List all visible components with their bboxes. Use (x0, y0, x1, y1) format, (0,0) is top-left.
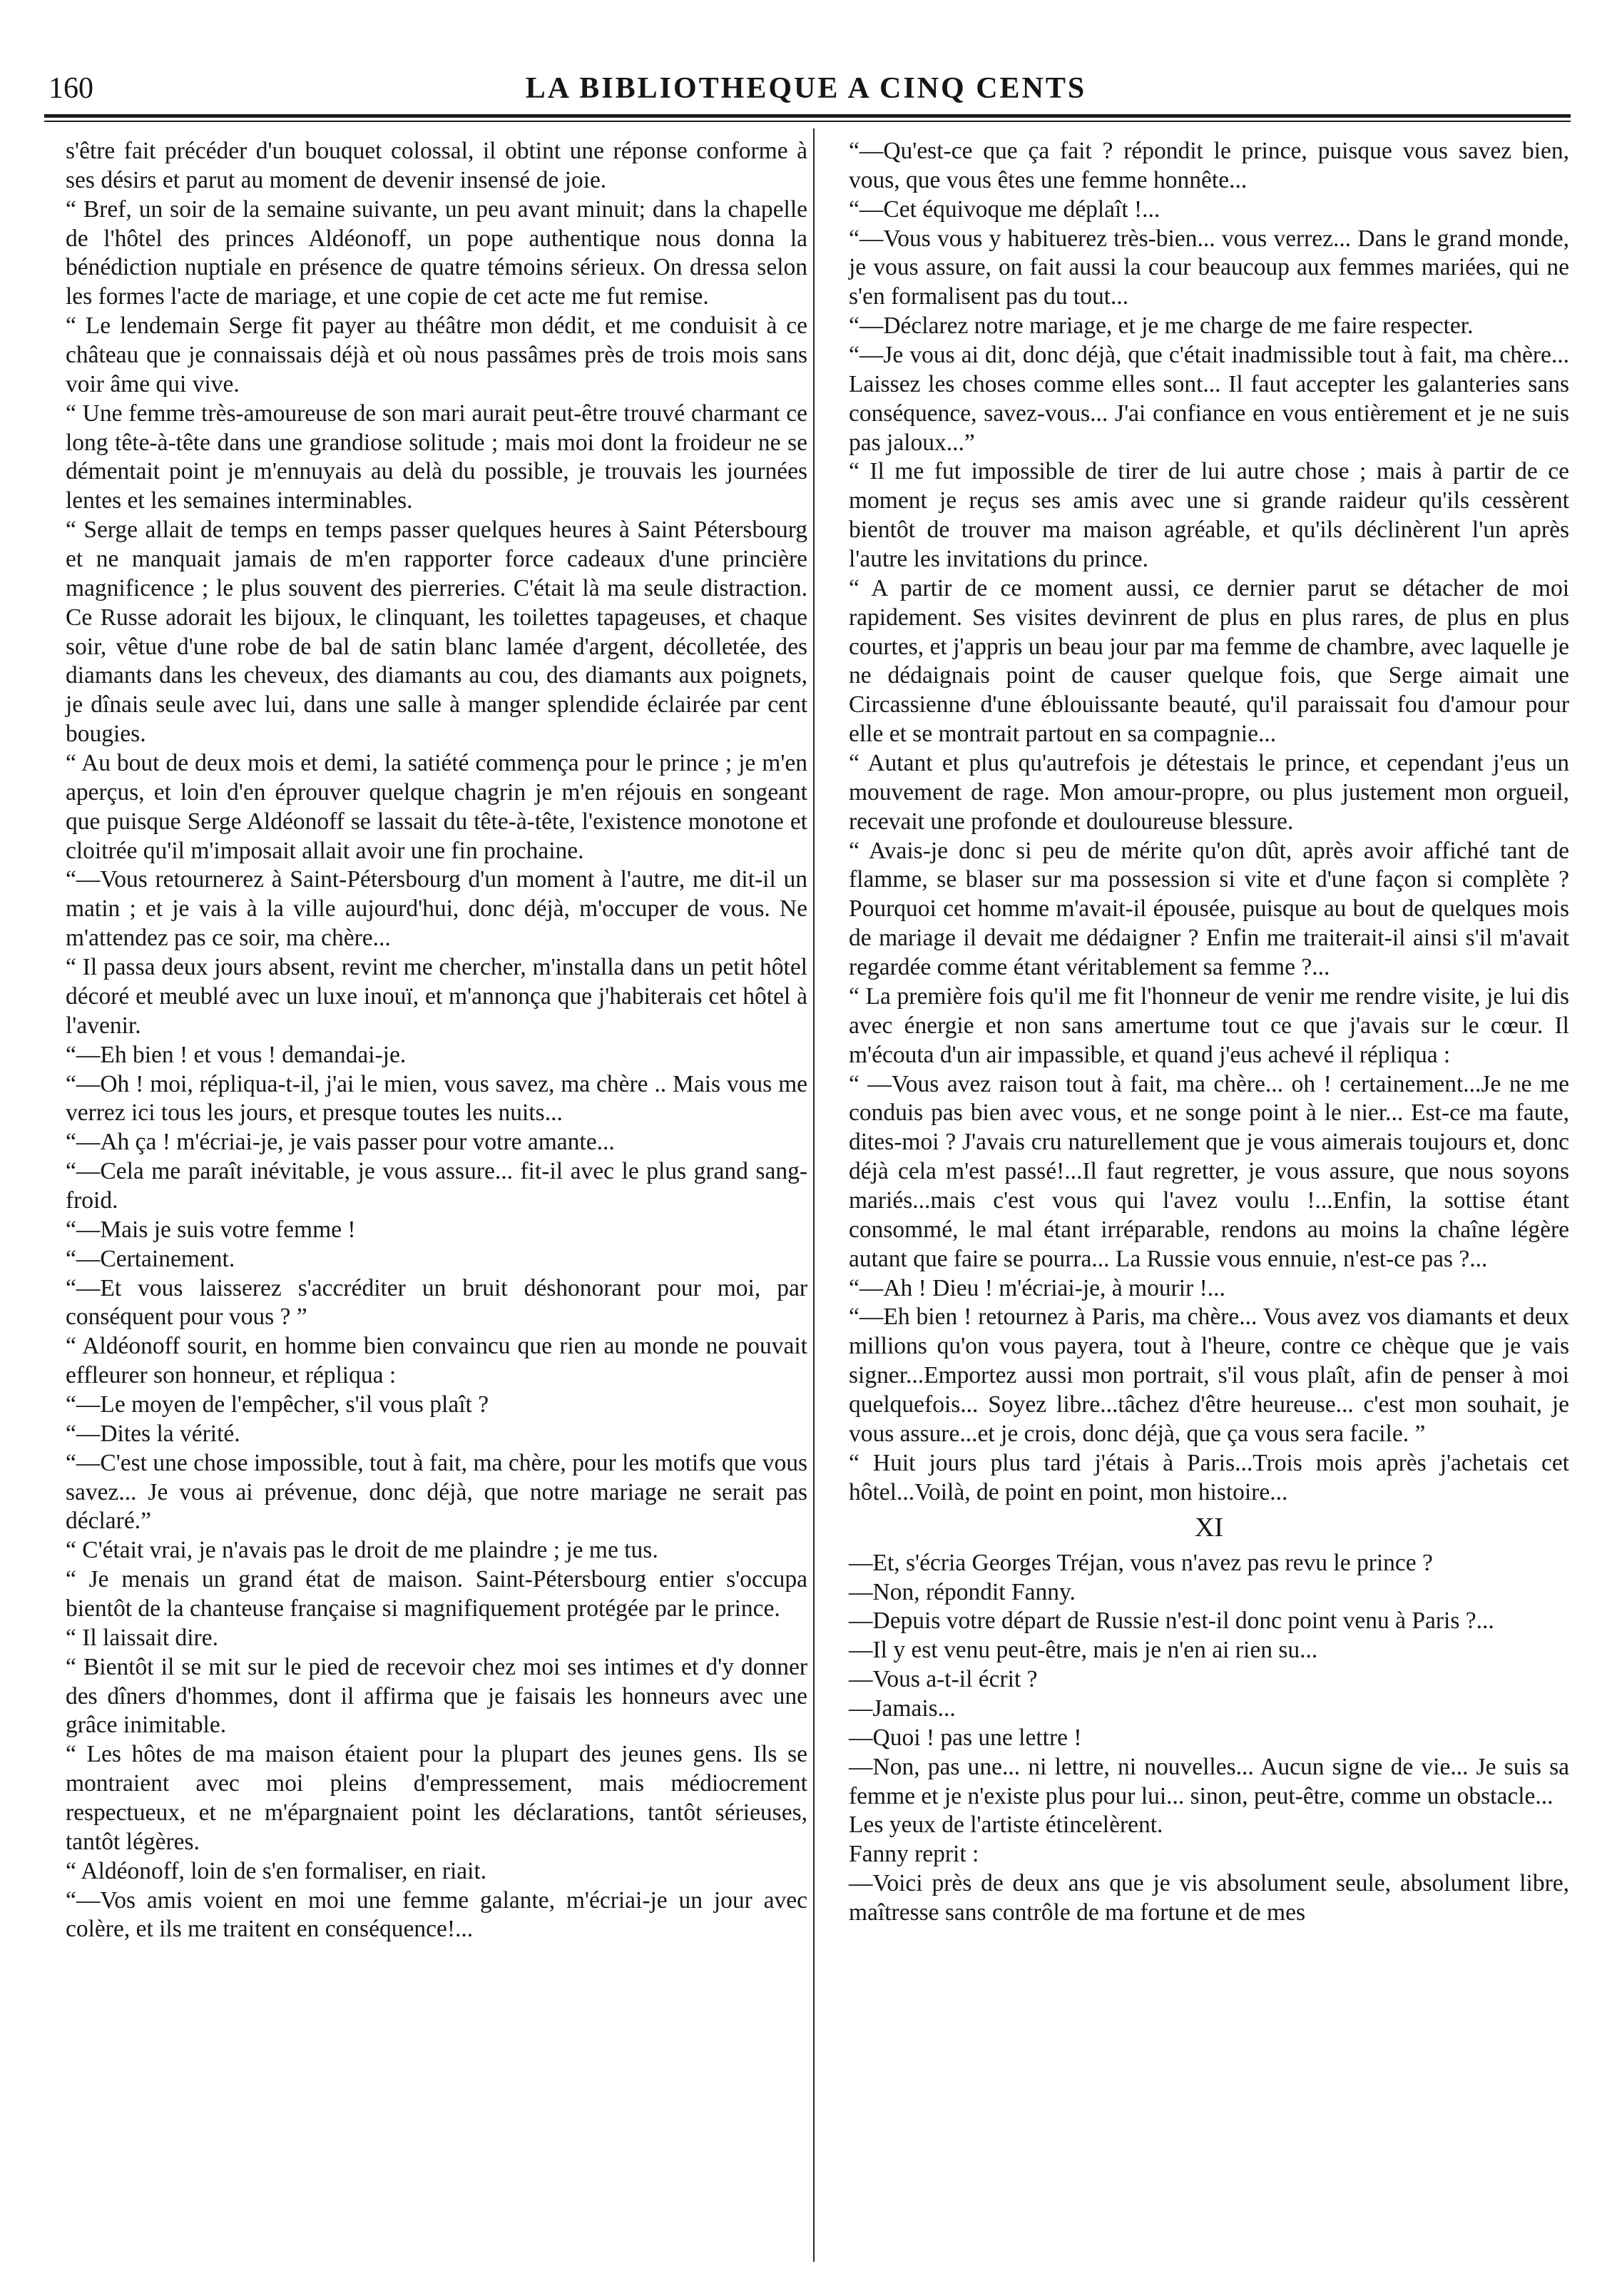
paragraph: —Voici près de deux ans que je vis absolument seule, absolument libre, maîtresse sans contrôle de ma fortune et de mes (849, 1870, 1569, 1926)
paragraph: “ Autant et plus qu'autrefois je détestais le prince, et cependant j'eus un mouvement de rage. Mon amour-propre, ou plus justement mon orgueil, recevait une profonde et douloureuse blessure. (849, 750, 1569, 835)
paragraph: “ A partir de ce moment aussi, ce dernier parut se détacher de moi rapidement. Ses visites devinrent de plus en plus rares, de plus en plus courtes, et j'appris un beau jour par ma femme de chambre, avec laquelle je ne dédaignais point de causer quelque fois, que Serge aimait une Circassienne d'une éblouissante beauté, qu'il paraissait fou d'amour pour elle et se montrait partout en sa compagnie... (849, 574, 1569, 748)
paragraph: “ Les hôtes de ma maison étaient pour la plupart des jeunes gens. Ils se montraient avec moi pleins d'empressement, mais médiocrement respectueux, et ne m'épargnaient point les déclarations, tantôt sérieuses, tantôt légères. (66, 1741, 807, 1855)
running-title: LA BIBLIOTHEQUE A CINQ CENTS (525, 72, 1087, 105)
paragraph: “—Cet équivoque me déplaît !... (849, 195, 1160, 223)
paragraph: “ Le lendemain Serge fit payer au théâtre mon dédit, et me conduisit à ce château que je connaissais déjà et où nous passâmes près de trois mois sans voir âme qui vive. (66, 313, 807, 397)
paragraph: “ Avais-je donc si peu de mérite qu'on dût, après avoir affiché tant de flamme, se blaser sur ma possession si vite et d'une façon si complète ? Pourquoi cet homme m'avait-il épousée, puisque au bout de quelques mois de mariage il devait me dédaigner ? Enfin me traiterait-il ainsi s'il m'avait regardée comme étant véritablement sa femme ?... (849, 837, 1569, 981)
paragraph: “—C'est une chose impossible, tout à fait, ma chère, pour les motifs que vous savez... Je vous ai prévenue, donc déjà, que notre mariage ne serait pas déclaré.” (66, 1449, 807, 1535)
paragraph: “ La première fois qu'il me fit l'honneur de venir me rendre visite, je lui dis avec énergie et non sans amertume tout ce que j'avais sur le cœur. Il m'écouta d'un air impassible, et quand j'eus achevé il répliqua : (849, 982, 1569, 1068)
paragraph: “—Certainement. (66, 1245, 235, 1272)
paragraph: “ Il me fut impossible de tirer de lui autre chose ; mais à partir de ce moment je reçus ses amis avec une si grande raideur qu'ils cessèrent bientôt de trouver ma maison agréable, et qu'ils déclinèrent l'un après l'autre les invitations du prince. (849, 458, 1569, 573)
paragraph: “ Au bout de deux mois et demi, la satiété commença pour le prince ; je m'en aperçus, et loin d'en éprouver quelque chagrin je m'en réjouis en songeant que puisque Serge Aldéonoff se lassait du tête-à-tête, l'existence monotone et cloitrée qu'il m'imposait allait avoir une fin prochaine. (66, 750, 807, 864)
paragraph: “—Eh bien ! et vous ! demandai-je. (66, 1041, 407, 1068)
page-number: 160 (49, 72, 93, 105)
paragraph: “—Mais je suis votre femme ! (66, 1216, 356, 1243)
paragraph: “—Qu'est-ce que ça fait ? répondit le prince, puisque vous savez bien, vous, que vous êtes une femme honnête... (849, 138, 1569, 193)
paragraph: “—Vous retournerez à Saint-Pétersbourg d'un moment à l'autre, me dit-il un matin ; et je vais à la ville aujourd'hui, donc déjà, m'occuper de vous. Ne m'attendez pas ce soir, ma chère... (66, 866, 807, 952)
paragraph: “—Eh bien ! retournez à Paris, ma chère... Vous avez vos diamants et deux millions qu'on vous payera, tout à l'heure, contre ce chèque que je vais signer...Emportez aussi mon portrait, s'il vous plaît, afin de penser à moi quelquefois... Soyez libre...tâchez d'être heureuse... c'est mon souhait, je vous assure...et je crois, donc déjà, que ça vous sera facile. ” (849, 1304, 1569, 1447)
chapter-heading: XI (1194, 1513, 1224, 1543)
paragraph: “ Il laissait dire. (66, 1624, 218, 1651)
left-column (66, 137, 807, 1944)
paragraph: “—Déclarez notre mariage, et je me charge de me faire respecter. (849, 313, 1474, 340)
paragraph: “ Bref, un soir de la semaine suivante, un peu avant minuit; dans la chapelle de l'hôtel des princes Aldéonoff, un pope authentique nous donna la bénédiction nuptiale en présence de quatre témoins sérieux. On dressa selon les formes l'acte de mariage, et une copie de cet acte me fut remise. (66, 195, 807, 310)
paragraph: “—Le moyen de l'empêcher, s'il vous plaît ? (66, 1391, 489, 1418)
paragraph: —Depuis votre départ de Russie n'est-il donc point venu à Paris ?... (849, 1607, 1494, 1635)
paragraph: “ Huit jours plus tard j'étais à Paris...Trois mois après j'achetais cet hôtel...Voilà, de point en point, mon histoire... (849, 1449, 1569, 1505)
paragraph: “ Aldéonoff, loin de s'en formaliser, en riait. (66, 1857, 487, 1884)
paragraph: “—Ah ! Dieu ! m'écriai-je, à mourir !... (849, 1274, 1225, 1301)
paragraph: —Et, s'écria Georges Tréjan, vous n'avez pas revu le prince ? (849, 1549, 1433, 1576)
paragraph: “—Ah ça ! m'écriai-je, je vais passer pour votre amante... (66, 1129, 615, 1156)
paragraph: s'être fait précéder d'un bouquet colossal, il obtint une réponse conforme à ses désirs et parut au moment de devenir insensé de joie. (66, 138, 807, 193)
paragraph: “—Cela me paraît inévitable, je vous assure... fit-il avec le plus grand sang-froid. (66, 1158, 807, 1214)
paragraph: “—Je vous ai dit, donc déjà, que c'était inadmissible tout à fait, ma chère... Laissez les choses comme elles sont... Il faut accepter les galanteries sans conséquence, savez-vous... J'ai confiance en vous entièrement et je ne suis pas jaloux...” (849, 342, 1569, 456)
paragraph: “ C'était vrai, je n'avais pas le droit de me plaindre ; je me tus. (66, 1537, 658, 1564)
paragraph: “—Vous vous y habituerez très-bien... vous verrez... Dans le grand monde, je vous assure, on fait aussi la cour beaucoup aux femmes mariées, qui ne s'en formalisent pas du tout... (849, 225, 1569, 310)
running-header (43, 68, 1569, 118)
paragraph: “ Serge allait de temps en temps passer quelques heures à Saint Pétersbourg et ne manquait jamais de m'en rapporter force cadeaux d'une princière magnificence ; le plus souvent des pierreries. C'était là ma seule distraction. Ce Russe adorait les bijoux, le clinquant, les toilettes tapageuses, et chaque soir, vêtue d'une robe de bal de satin blanc lamée d'argent, décolletée, des diamants dans les cheveux, des diamants au cou, des diamants aux poignets, je dînais seule avec lui, dans une salle à manger splendide éclairée par cent bougies. (66, 517, 807, 748)
paragraph: “—Oh ! moi, répliqua-t-il, j'ai le mien, vous savez, ma chère .. Mais vous me verrez ici tous les jours, et presque toutes les nuits... (66, 1070, 807, 1127)
right-column (849, 137, 1569, 1928)
paragraph: Fanny reprit : (849, 1841, 979, 1868)
column-divider (813, 128, 815, 2262)
paragraph: —Il y est venu peut-être, mais je n'en ai rien su... (849, 1637, 1318, 1664)
paragraph: “—Et vous laisserez s'accréditer un bruit déshonorant pour moi, par conséquent pour vous ? ” (66, 1274, 807, 1331)
paragraph: “ Une femme très-amoureuse de son mari aurait peut-être trouvé charmant ce long tête-à-tête dans une grandiose solitude ; mais moi dont la froideur ne se démentait point je m'ennuyais au delà du possible, je trouvais les journées lentes et les semaines interminables. (66, 400, 807, 514)
paragraph: “—Vos amis voient en moi une femme galante, m'écriai-je un jour avec colère, et ils me traitent en conséquence!... (66, 1886, 807, 1943)
header-rule-thin (44, 121, 1571, 122)
right-column-section-b (849, 1549, 1569, 1928)
paragraph: —Vous a-t-il écrit ? (849, 1666, 1038, 1693)
paragraph: “ Bientôt il se mit sur le pied de recevoir chez moi ses intimes et d'y donner des dîners d'hommes, dont il affirma que je faisais les honneurs avec une grâce inimitable. (66, 1653, 807, 1739)
paragraph: “—Dites la vérité. (66, 1420, 240, 1447)
paragraph: —Jamais... (849, 1695, 956, 1722)
paragraph: “ Aldéonoff sourit, en homme bien convaincu que rien au monde ne pouvait effleurer son honneur, et répliqua : (66, 1333, 807, 1389)
header-rule (44, 114, 1571, 118)
paragraph: Les yeux de l'artiste étincelèrent. (849, 1812, 1163, 1839)
paragraph: “ Je menais un grand état de maison. Saint-Pétersbourg entier s'occupa bientôt de la chanteuse française si magnifiquement protégée par le prince. (66, 1566, 807, 1622)
paragraph: “ —Vous avez raison tout à fait, ma chère... oh ! certainement...Je ne me conduis pas bien avec vous, et ne songe point à le nier... Est-ce ma faute, dites-moi ? J'avais cru naturellement que je vous aimerais toujours et, donc déjà cela m'est passé!...Il faut regretter, je vous assure, que nous soyons mariés...mais c'est vous qui l'avez voulu !...Enfin, la sottise étant consommé, le mal étant irréparable, rendons au moins la chaîne légère autant que faire se pourra... La Russie vous ennuie, n'est-ce pas ?... (849, 1070, 1569, 1272)
paragraph: —Non, pas une... ni lettre, ni nouvelles... Aucun signe de vie... Je suis sa femme et je n'existe plus pour lui... sinon, peut-être, comme un obstacle... (849, 1753, 1569, 1809)
paragraph: “ Il passa deux jours absent, revint me chercher, m'installa dans un petit hôtel décoré et meublé avec un luxe inouï, et m'annonça que j'habiterais cet hôtel à l'avenir. (66, 954, 807, 1039)
paragraph: —Quoi ! pas une lettre ! (849, 1724, 1082, 1751)
paragraph: —Non, répondit Fanny. (849, 1578, 1076, 1605)
right-column-section-a (849, 137, 1569, 1507)
